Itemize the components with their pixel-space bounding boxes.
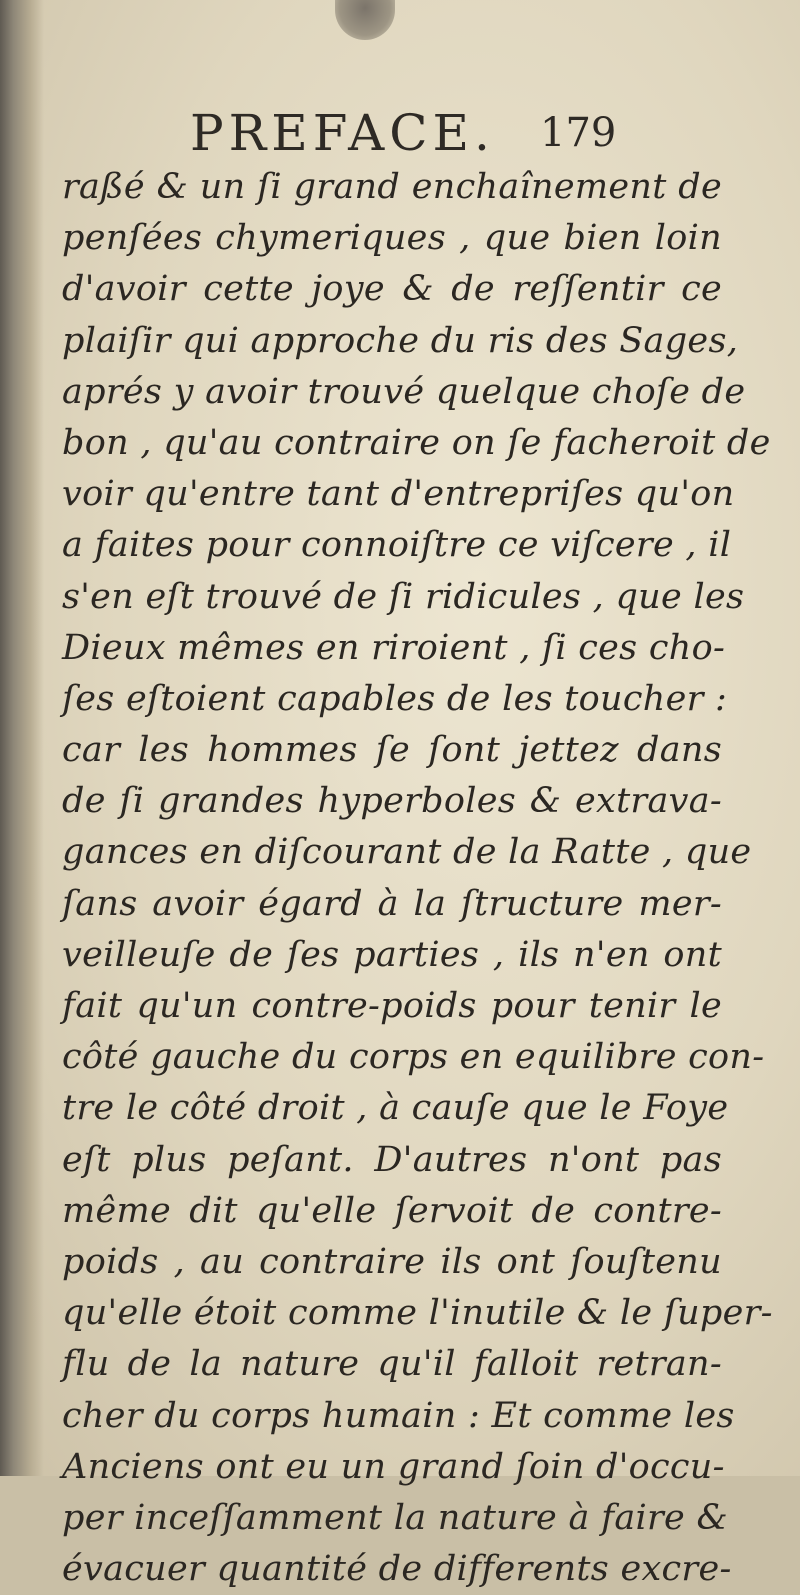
running-head [190,104,710,164]
text-line: de ſi grandes hyperboles & extrava- [62,781,722,822]
text-line: s'en eſt trouvé de ſi ridicules , que les [62,576,745,617]
text-line: voir qu'entre tant d'entrepriſes qu'on [62,474,735,515]
text-line: d'avoir cette joye & de reſſentir ce [62,269,722,310]
text-line: veilleuſe de ſes parties , ils n'en ont [62,934,722,975]
text-line: flu de la nature qu'il falloit retran- [62,1344,722,1385]
text-line: Dieux mêmes en riroient , ſi ces cho- [62,627,726,668]
text-line: poids , au contraire ils ont ſouſtenu [62,1241,722,1282]
tape-mark [335,0,395,40]
running-head-title: PREFACE. [190,104,495,162]
text-line: a faites pour connoiſtre ce viſcere , il [62,525,732,566]
page-binding-shadow [0,0,44,1476]
text-line: penſées chymeriques , que bien loin [62,218,722,259]
text-line: côté gauche du corps en equilibre con- [62,1037,765,1078]
text-line: eſt plus peſant. D'autres n'ont pas [62,1139,722,1180]
text-line: raßé & un ſi grand enchaînement de [62,167,722,207]
text-line: même dit qu'elle ſervoit de contre- [62,1190,722,1231]
text-line: gances en diſcourant de la Ratte , que [62,832,752,873]
text-line: aprés y avoir trouvé quelque choſe de [62,371,746,412]
text-line: car les hommes ſe ſont jettez dans [62,730,722,771]
page-number: 179 [540,110,617,156]
text-line: tre le côté droit , à cauſe que le Foye [62,1088,729,1129]
text-line: plaiſir qui approche du ris des Sages, [62,320,739,361]
body-text [62,162,773,1595]
text-line: bon , qu'au contraire on ſe facheroit de [62,422,771,463]
text-line: per inceſſamment la nature à faire & [62,1497,728,1538]
text-line: évacuer quantité de differents excre- [62,1549,732,1590]
text-line: Anciens ont eu un grand ſoin d'occu- [62,1446,725,1487]
text-line: ſes eſtoient capables de les toucher : [62,678,728,719]
text-line: ſans avoir égard à la ſtructure mer- [62,883,722,924]
text-line: fait qu'un contre-poids pour tenir le [62,986,722,1026]
text-line: qu'elle étoit comme l'inutile & le ſuper- [62,1293,773,1334]
text-line: cher du corps humain : Et comme les [62,1395,735,1436]
